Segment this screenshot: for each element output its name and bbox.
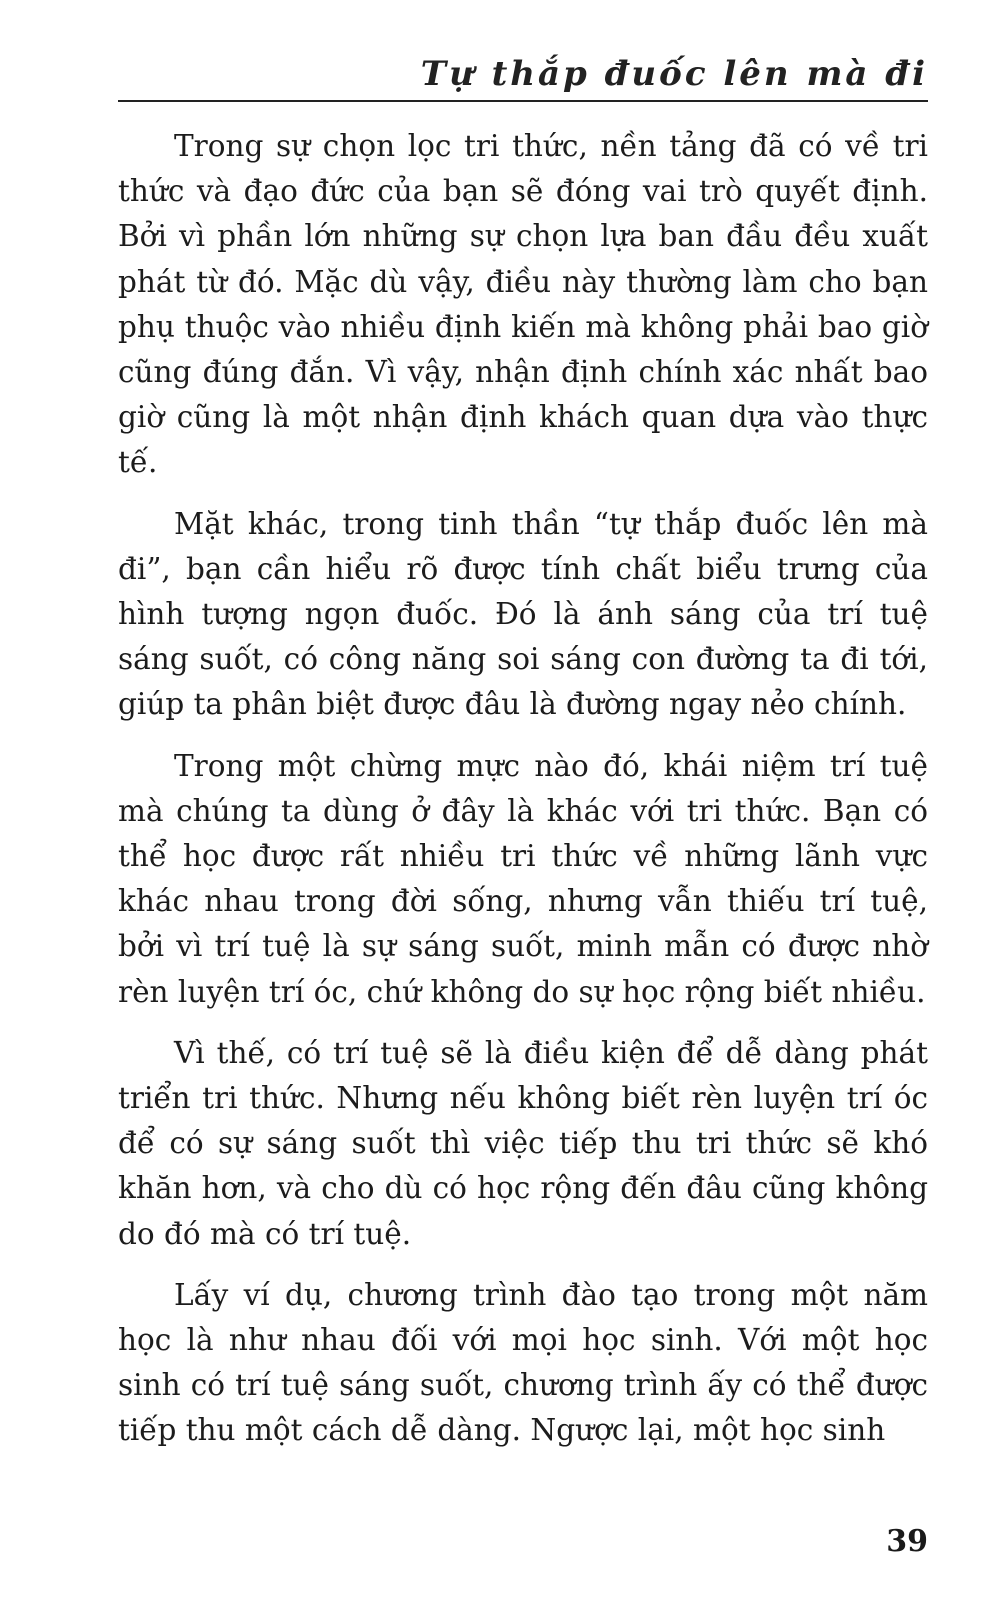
running-header xyxy=(118,52,928,102)
paragraph: Lấy ví dụ, chương trình đào tạo trong một năm học là như nhau đối với mọi học sinh. Với một học sinh có trí tuệ sáng suốt, chương trình ấy có thể được tiếp thu một cách dễ dàng. Ngược lại, một học sinh xyxy=(118,1277,928,1448)
paragraph: Trong một chừng mực nào đó, khái niệm trí tuệ mà chúng ta dùng ở đây là khác với tri thức. Bạn có thể học được rất nhiều tri thức về những lãnh vực khác nhau trong đời sống, nhưng vẫn thiếu trí tuệ, bởi vì trí tuệ là sự sáng suốt, minh mẫn có được nhờ rèn luyện trí óc, chứ không do sự học rộng biết nhiều. xyxy=(118,748,928,1009)
paragraph: Trong sự chọn lọc tri thức, nền tảng đã có về tri thức và đạo đức của bạn sẽ đóng vai trò quyết định. Bởi vì phần lớn những sự chọn lựa ban đầu đều xuất phát từ đó. Mặc dù vậy, điều này thường làm cho bạn phụ thuộc vào nhiều định kiến mà không phải bao giờ cũng đúng đắn. Vì vậy, nhận định chính xác nhất bao giờ cũng là một nhận định khách quan dựa vào thực tế. xyxy=(118,129,928,480)
running-title: Tự thắp đuốc lên mà đi xyxy=(420,54,928,94)
paragraph: Vì thế, có trí tuệ sẽ là điều kiện để dễ dàng phát triển tri thức. Nhưng nếu không biết rèn luyện trí óc để có sự sáng suốt thì việc tiếp thu tri thức sẽ khó khăn hơn, và cho dù có học rộng đến đâu cũng không do đó mà có trí tuệ. xyxy=(118,1035,928,1251)
paragraph: Mặt khác, trong tinh thần “tự thắp đuốc lên mà đi”, bạn cần hiểu rõ được tính chất biểu trưng của hình tượng ngọn đuốc. Đó là ánh sáng của trí tuệ sáng suốt, có công năng soi sáng con đường ta đi tới, giúp ta phân biệt được đâu là đường ngay nẻo chính. xyxy=(118,506,928,722)
body-text xyxy=(118,124,928,1470)
page-number: 39 xyxy=(886,1524,928,1559)
